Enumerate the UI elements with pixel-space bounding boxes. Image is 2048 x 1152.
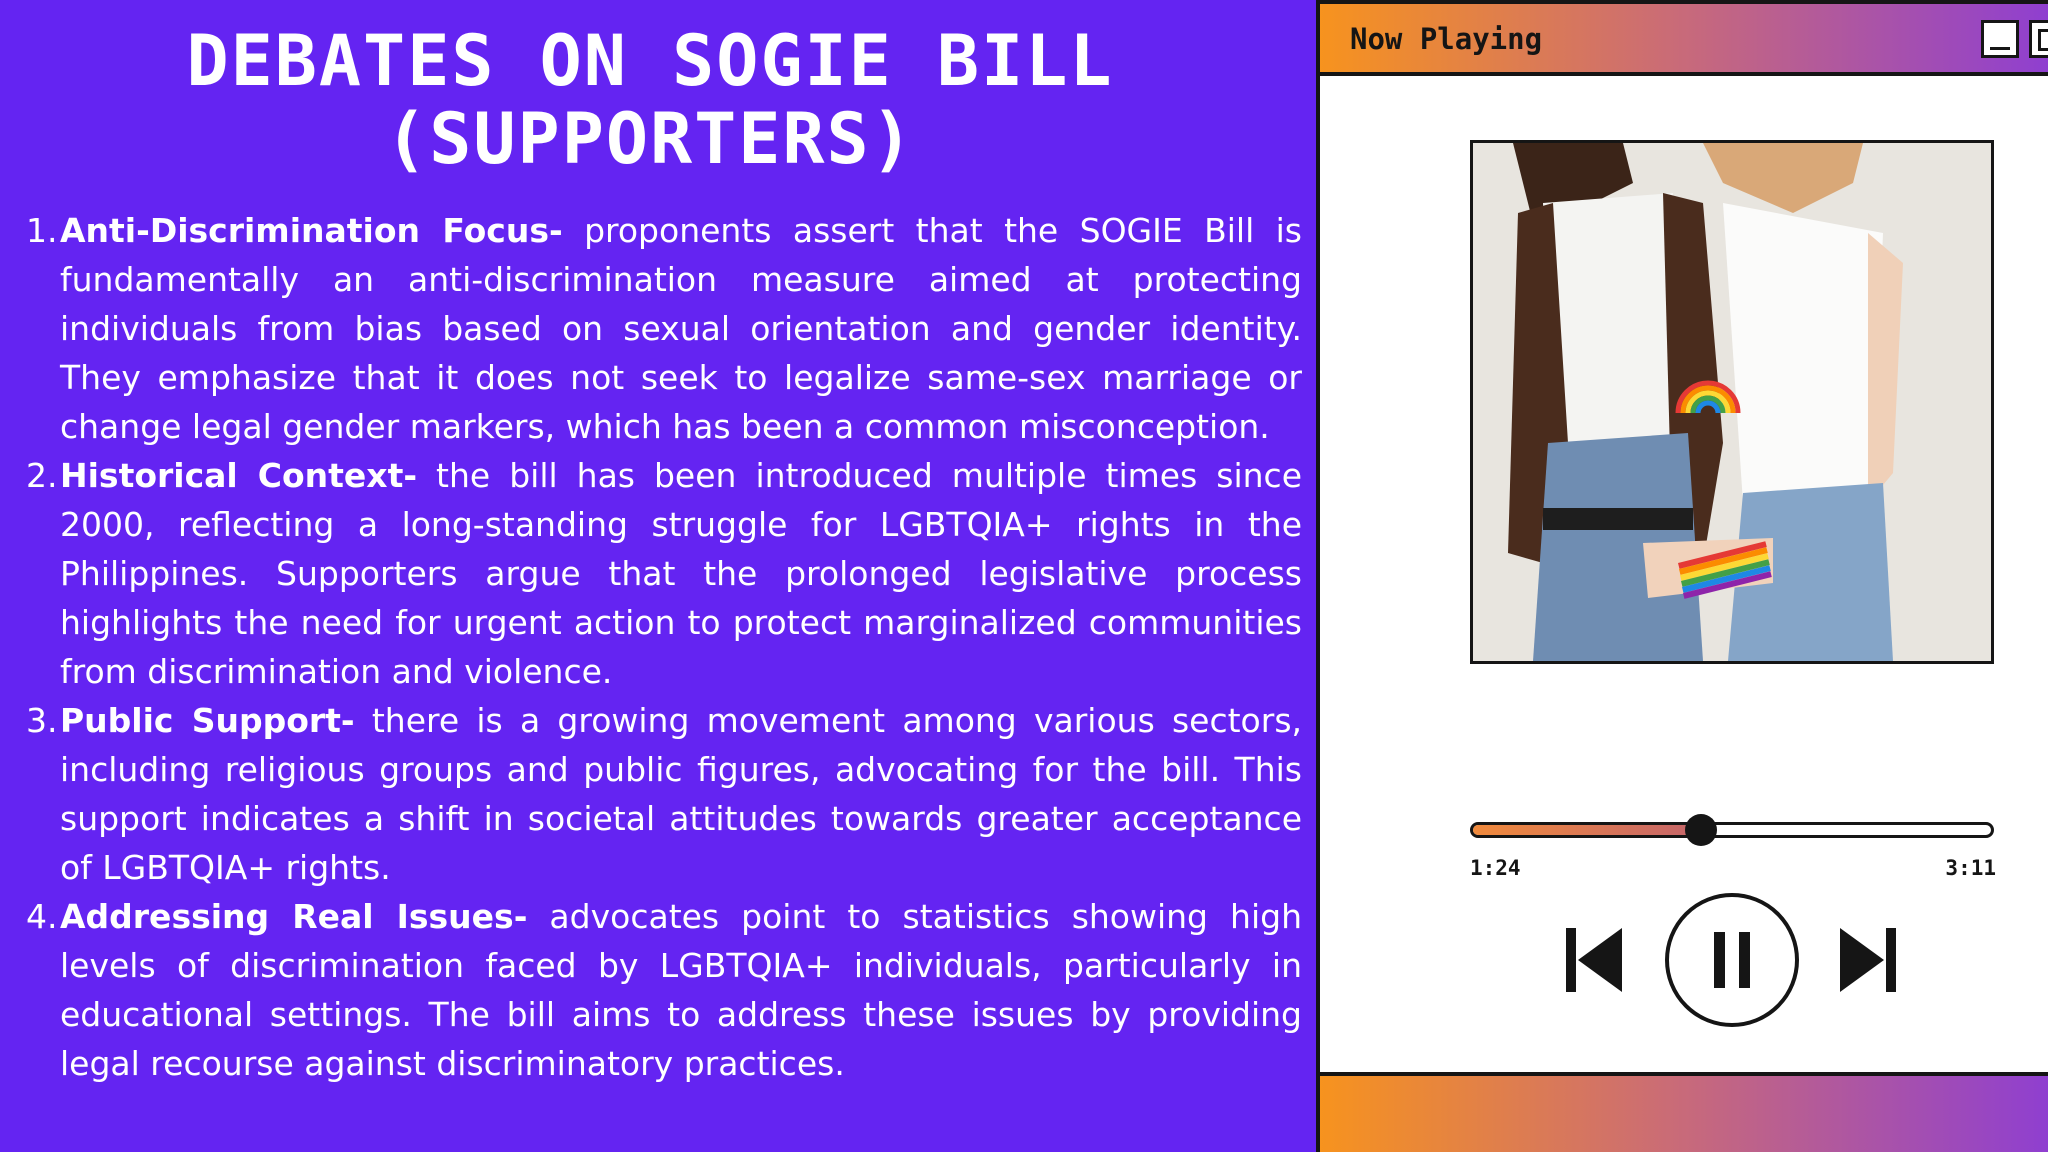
point-heading: Anti-Discrimination Focus- <box>60 211 563 250</box>
point-number: 4. <box>26 897 58 936</box>
point-heading: Historical Context- <box>60 456 418 495</box>
point-heading: Public Support- <box>60 701 355 740</box>
skip-previous-icon[interactable] <box>1566 928 1622 992</box>
point-heading: Addressing Real Issues- <box>60 897 528 936</box>
point-number: 2. <box>26 456 58 495</box>
point-text: advocates point to statistics showing high levels of discrimination faced by LGBTQIA+ individuals, particularly in educational settings. The bill aims to address these issues by providing legal recourse against discriminatory practices. <box>60 897 1302 1083</box>
total-duration: 3:11 <box>1945 856 1996 880</box>
maximize-icon[interactable] <box>2029 20 2048 58</box>
progress-bar[interactable] <box>1470 822 1994 838</box>
progress-fill <box>1473 825 1701 835</box>
point-item <box>26 451 1302 696</box>
album-artwork <box>1470 140 1994 664</box>
skip-next-icon[interactable] <box>1840 928 1896 992</box>
point-text: there is a growing movement among various sectors, including religious groups and public figures, advocating for the bill. This support indicates a shift in societal attitudes towards greater acceptance of LGBTQIA+ rights. <box>60 701 1302 887</box>
minimize-icon[interactable] <box>1981 20 2019 58</box>
point-text: proponents assert that the SOGIE Bill is fundamentally an anti-discrimination measure aimed at protecting individuals from bias based on sexual orientation and gender identity. They emphasize that it does not seek to legalize same-sex marriage or change legal gender markers, which has been a common misconception. <box>60 211 1302 446</box>
point-text: the bill has been introduced multiple times since 2000, reflecting a long-standing struggle for LGBTQIA+ rights in the Philippines. Supporters argue that the prolonged legislative process highlights the need for urgent action to protect marginalized communities from discrimination and violence. <box>60 456 1302 691</box>
slide-title <box>0 22 1300 178</box>
player-title-bar <box>1320 0 2048 76</box>
elapsed-time: 1:24 <box>1470 856 1521 880</box>
now-playing-window <box>1316 0 2048 1152</box>
points-list <box>26 206 1302 1088</box>
artwork-photo <box>1473 143 1991 661</box>
point-item <box>26 892 1302 1088</box>
point-item <box>26 696 1302 892</box>
pause-icon[interactable] <box>1664 892 1800 1028</box>
point-item <box>26 206 1302 451</box>
slide-title-line-2: (SUPPORTERS) <box>385 98 915 180</box>
progress-knob[interactable] <box>1685 814 1717 846</box>
player-title: Now Playing <box>1350 22 1543 56</box>
point-number: 1. <box>26 211 58 250</box>
slide-title-line-1: DEBATES ON SOGIE BILL <box>186 20 1114 102</box>
player-footer-bar <box>1320 1072 2048 1152</box>
point-number: 3. <box>26 701 58 740</box>
